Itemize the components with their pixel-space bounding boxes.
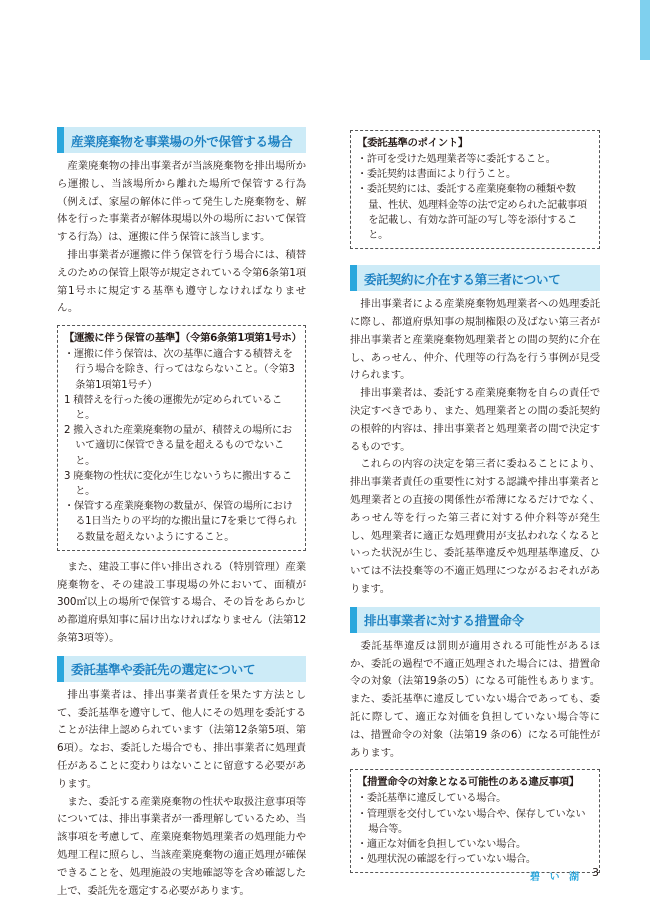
paragraph: また、委託する産業廃棄物の性状や取扱注意事項等については、排出事業者が一番理解しているため、当該事項を考慮して、産業廃棄物処理業者の処理能力や処理工程に照らし、当該産業廃棄物の適正処理が確保できることを、処理施設の実地確認等を含め確認した上で、委託先を選定する必要があります。: [57, 795, 306, 897]
box-title: 【委託基準のポイント】: [357, 137, 468, 149]
box-list: [357, 791, 593, 867]
list-item: ・委託契約には、委託する産業廃棄物の種類や数量、性状、処理料金等の法で定められた記載事項を記載し、有効な許可証の写し等を添付すること。: [357, 184, 587, 242]
paragraph: 産業廃棄物の排出事業者が当該廃棄物を排出場所から運搬し、当該場所から離れた場所で保管する行為（例えば、家屋の解体に伴って発生した廃棄物を、解体を行った事業者が解体現場以外の場所において保管する行為）は、運搬に伴う保管に該当します。: [57, 160, 306, 244]
list-item: 3 廃棄物の性状に変化が生じないうちに搬出すること。: [64, 470, 292, 497]
list-item: ・委託契約は書面により行うこと。: [357, 169, 516, 181]
right-column: [350, 130, 600, 881]
heading-bar: [350, 607, 357, 633]
box-list: [64, 347, 299, 545]
list-item: 1 積替えを行った後の運搬先が定められていること。: [64, 394, 282, 421]
corner-accent: [640, 0, 650, 60]
paragraph: 排出事業者が運搬に伴う保管を行う場合には、積替えのための保管上限等が規定されている令第6条第1項第1号ホに規定する基準も遵守しなければなりません。: [57, 248, 306, 315]
list-item: ・処理状況の確認を行っていない場合。: [357, 854, 536, 866]
paragraph: これらの内容の決定を第三者に委ねることにより、排出事業者責任の重要性に対する認識や排出事業者と処理業者との直接の関係性が希薄になるだけでなく、あっせん等を行った第三者に対する仲介料等が発生し、処理業者に適正な処理費用が支払われなくなるといった状況が生じ、委託基準違反や処理基準違反、ひいては不法投棄等の不適正処理につながるおそれがあります。: [350, 458, 600, 595]
storage-standard-box: [57, 325, 306, 551]
list-item: ・保管する産業廃棄物の数量が、保管の場所における1日当たりの平均的な搬出量に7を乗じて得られる数量を超えないようにすること。: [64, 501, 297, 543]
section-heading-consignment: [57, 656, 306, 682]
heading-text: 委託基準や委託先の選定について: [71, 662, 256, 678]
violation-items-box: [350, 769, 600, 873]
heading-text: 委託契約に介在する第三者について: [364, 271, 561, 287]
list-item: ・運搬に伴う保管は、次の基準に適合する積替えを行う場合を除き、行ってはならないこと。（令第3条第1項第1号チ）: [64, 349, 295, 391]
footer-label: 碧 い 湖: [530, 872, 582, 883]
box-list: [357, 152, 593, 243]
box-title: 【運搬に伴う保管の基準】（令第6条第1項第1号ホ）: [64, 332, 302, 345]
list-item: 2 搬入された産業廃棄物の量が、積替えの場所において適切に保管できる量を超えるものでないこと。: [64, 425, 292, 467]
list-item: ・管理票を交付していない場合や、保存していない場合等。: [357, 808, 586, 835]
heading-bar: [350, 265, 357, 291]
paragraph: 委託基準違反は罰則が適用される可能性があるほか、委託の過程で不適正処理された場合には、措置命令の対象（法第19条の5）になる可能性もあります。また、委託基準に違反していない場合であっても、委託に際して、適正な対価を負担していない場合等には、措置命令の対象（法第19 条の6）になる可能性があります。: [350, 639, 600, 759]
list-item: ・委託基準に違反している場合。: [357, 793, 507, 805]
consignment-points-box: [350, 130, 600, 249]
section-heading-offsite-storage: [57, 127, 306, 153]
paragraph: 排出事業者は、排出事業者責任を果たす方法として、委託基準を遵守して、他人にその処理を委託することが法律上認められています（法第12条第5項、第6項）。なお、委託した場合でも、排出事業者に処理責任があることに変わりはないことに留意する必要があります。: [57, 688, 306, 790]
paragraph: 排出事業者は、委託する産業廃棄物を自らの責任で決定すべきであり、また、処理業者との間の委託契約の根幹的内容は、排出事業者と処理業者の間で決定するものです。: [350, 387, 600, 453]
heading-bar: [57, 127, 64, 153]
heading-bar: [57, 656, 64, 682]
list-item: ・許可を受けた処理業者等に委託すること。: [357, 154, 556, 165]
left-column: [57, 127, 306, 900]
paragraph: また、建設工事に伴い排出される（特別管理）産業廃棄物を、その建設工事現場の外において、面積が300㎡以上の場所で保管する場合、その旨をあらかじめ都道府県知事に届け出なければなりません（法第12条第3項等）。: [57, 560, 306, 644]
box-title: 【措置命令の対象となる可能性のある違反事項】: [357, 776, 579, 789]
list-item: ・適正な対価を負担していない場合。: [357, 838, 526, 850]
heading-text: 産業廃棄物を事業場の外で保管する場合: [71, 133, 293, 149]
section-heading-corrective-order: [350, 607, 600, 633]
page-number: 3: [592, 866, 599, 879]
section-heading-third-party: [350, 265, 600, 291]
heading-text: 排出事業者に対する措置命令: [364, 613, 524, 629]
paragraph: 排出事業者による産業廃棄物処理業者への処理委託に際し、都道府県知事の規制権限の及ばない第三者が排出事業者と産業廃棄物処理業者との間の契約に介在し、あっせん、仲介、代理等の行為を行う事例が見受けられます。: [350, 298, 600, 382]
